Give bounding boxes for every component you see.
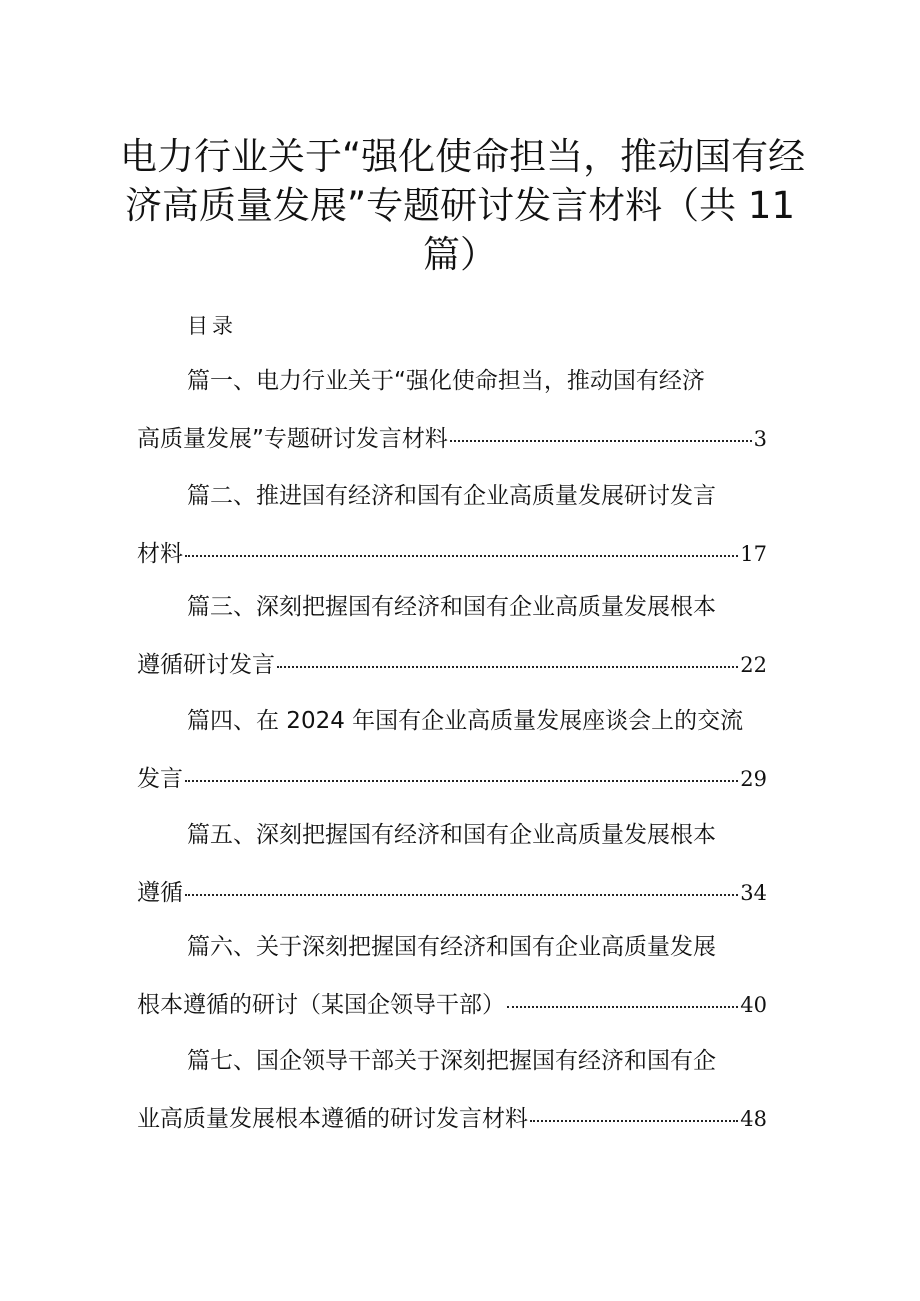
toc-page-number: 17 [740,542,767,566]
toc-page-number: 22 [740,653,767,677]
dot-leader [185,893,738,896]
toc-entry-title-cont: 业高质量发展根本遵循的研讨发言材料 [137,1106,528,1132]
toc-entry-title-cont: 材料 [137,541,183,567]
toc-entry-title-cont: 发言 [137,766,183,792]
toc-entry-title: 篇一、电力行业关于“强化使命担当，推动国有经济 [187,368,705,394]
toc-page-number: 40 [740,993,767,1017]
document-title [120,132,806,279]
toc-entry-continuation [137,990,767,1020]
dot-leader [185,779,738,782]
toc-entry-continuation [137,878,767,908]
toc-entry-title: 篇七、国企领导干部关于深刻把握国有经济和国有企 [187,1048,716,1074]
title-line-1: 电力行业关于“强化使命担当，推动国有经 [120,135,806,178]
title-line-2: 济高质量发展”专题研讨发言材料（共 11 [124,184,795,227]
toc-entry-title: 篇三、深刻把握国有经济和国有企业高质量发展根本 [187,594,716,620]
dot-leader [185,554,738,557]
dot-leader [277,665,738,668]
toc-entry-title: 篇二、推进国有经济和国有企业高质量发展研讨发言 [187,483,716,509]
toc-page-number: 48 [740,1107,767,1131]
toc-entry-title: 篇五、深刻把握国有经济和国有企业高质量发展根本 [187,822,716,848]
dot-leader [450,439,752,442]
toc-page-number: 3 [753,427,767,451]
dot-leader [530,1119,738,1122]
toc-entry-continuation [137,650,767,680]
toc-entry-title: 篇六、关于深刻把握国有经济和国有企业高质量发展 [187,934,716,960]
title-line-3: 篇） [423,233,497,276]
dot-leader [507,1005,738,1008]
toc-entry-continuation [137,424,767,454]
toc-page-number: 34 [740,881,767,905]
toc-page-number: 29 [740,767,767,791]
toc-entry-title-cont: 遵循 [137,880,183,906]
toc-entry-continuation [137,539,767,569]
toc-entry-title-cont: 遵循研讨发言 [137,652,275,678]
toc-entry-continuation [137,1104,767,1134]
toc-heading: 目录 [187,314,237,338]
toc-entry-title: 篇四、在 2024 年国有企业高质量发展座谈会上的交流 [187,708,744,734]
toc-entry-title-cont: 根本遵循的研讨（某国企领导干部） [137,992,505,1018]
toc-entry-continuation [137,764,767,794]
toc-entry-title-cont: 高质量发展”专题研讨发言材料 [137,426,448,452]
